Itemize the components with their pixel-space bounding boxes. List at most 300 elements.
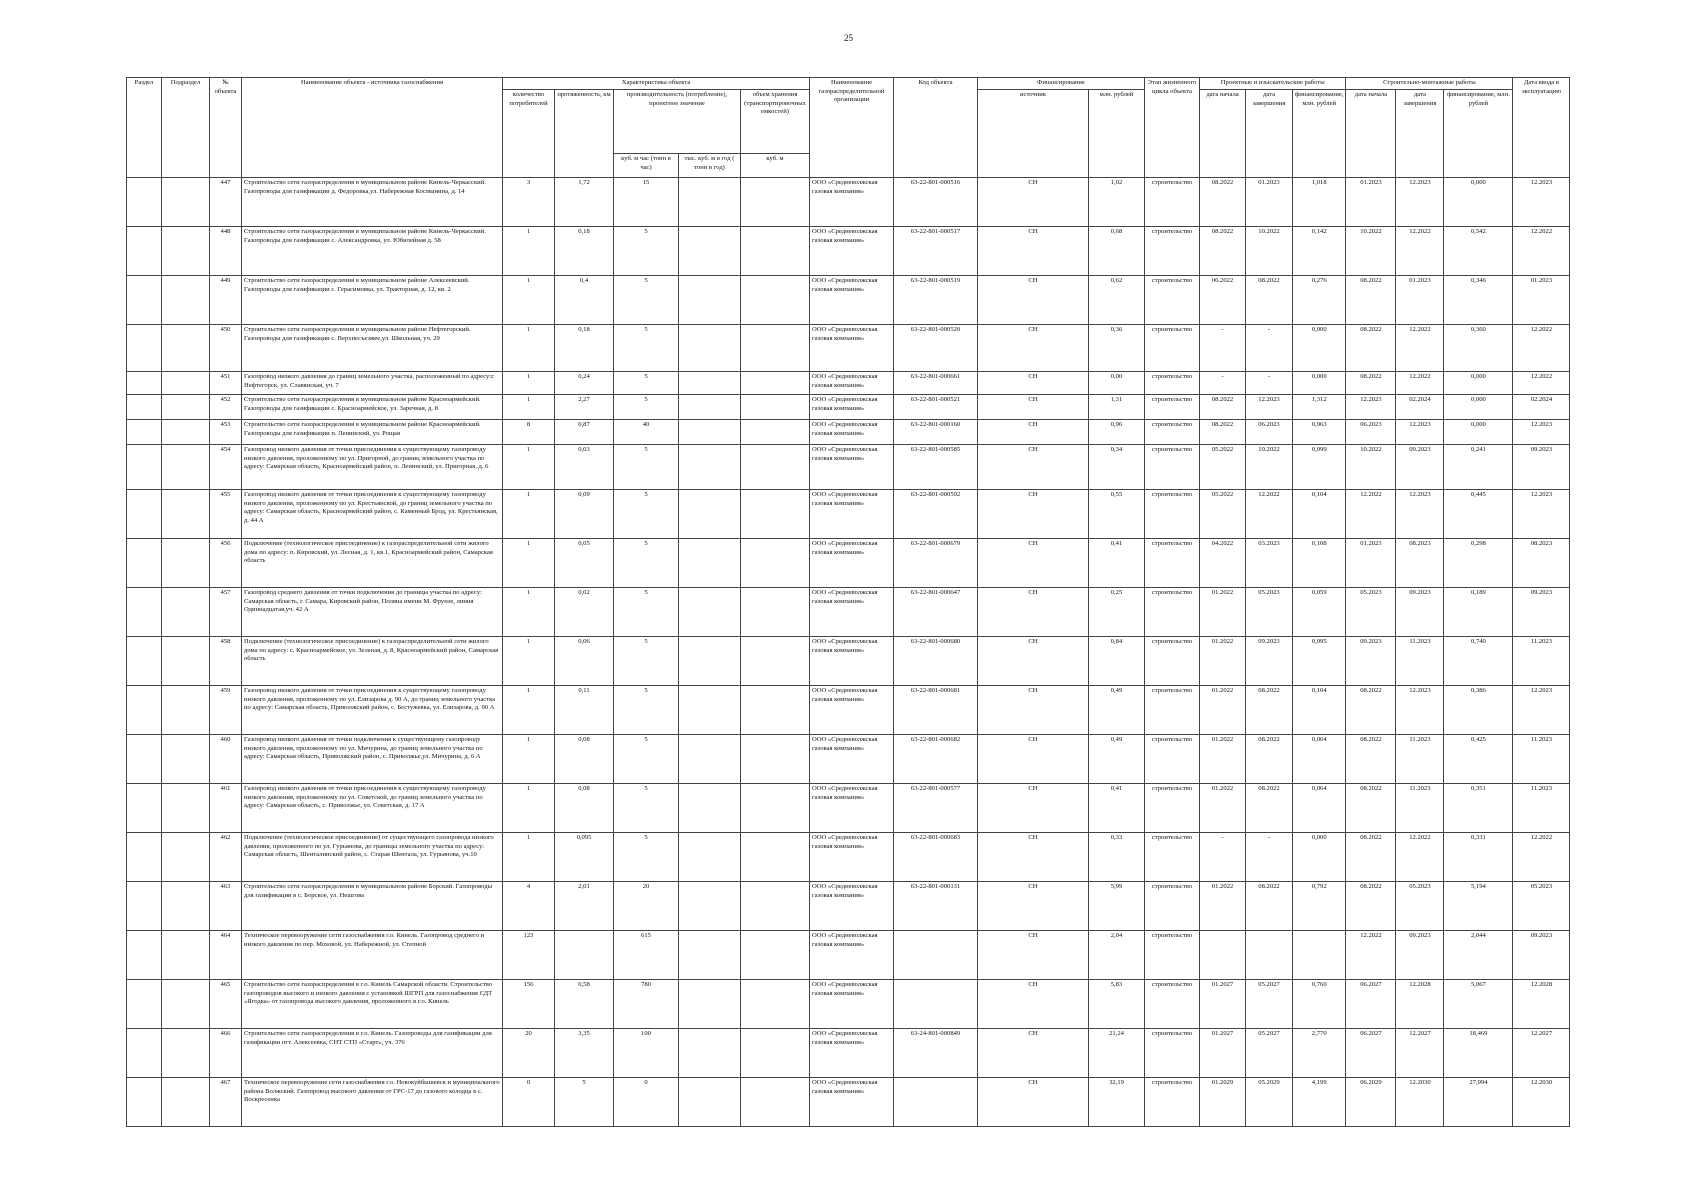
- row-construction-end: 11.2023: [1396, 735, 1444, 784]
- row-capacity-hour: 5: [614, 372, 679, 395]
- row-fin-source: СН: [978, 882, 1089, 931]
- row-number: 448: [210, 227, 242, 276]
- row-consumers: 20: [503, 1029, 555, 1078]
- row-construction-start: 09.2023: [1346, 637, 1396, 686]
- row-consumers: 1: [503, 784, 555, 833]
- table-row: [127, 882, 1570, 931]
- table-row: [127, 588, 1570, 637]
- row-fin-source: СН: [978, 372, 1089, 395]
- row-stage: строительство: [1145, 686, 1200, 735]
- row-empty-cell: [127, 735, 162, 784]
- row-design-start: [1200, 931, 1246, 980]
- row-design-start: 01.2027: [1200, 980, 1246, 1029]
- row-fin-source: СН: [978, 395, 1089, 420]
- row-number: 453: [210, 420, 242, 445]
- row-construction-fin: 0,740: [1444, 637, 1513, 686]
- row-commission: 12.2022: [1513, 325, 1570, 372]
- row-design-end: 05.2023: [1246, 588, 1293, 637]
- row-design-fin: 0,064: [1293, 784, 1346, 833]
- row-name: Строительство сети газораспределения в муниципальном районе Нефтегорский. Газопроводы для газификации с. Верхнесъезжее,ул. Школьная, уч. 29: [242, 325, 503, 372]
- row-number: 463: [210, 882, 242, 931]
- row-design-start: 01.2022: [1200, 735, 1246, 784]
- header-design-end: дата завершения: [1246, 90, 1293, 178]
- table-row: [127, 227, 1570, 276]
- row-design-end: 12.2022: [1246, 490, 1293, 539]
- row-capacity-year: [679, 395, 741, 420]
- row-capacity-hour: 5: [614, 395, 679, 420]
- row-code: 63-22-801-000679: [894, 539, 978, 588]
- row-commission: 11.2023: [1513, 784, 1570, 833]
- row-fin-source: СН: [978, 686, 1089, 735]
- table-row: [127, 637, 1570, 686]
- row-organization: ООО «Средневолжская газовая компания»: [810, 227, 894, 276]
- row-construction-fin: 0,189: [1444, 588, 1513, 637]
- row-construction-fin: 0,351: [1444, 784, 1513, 833]
- row-design-start: -: [1200, 325, 1246, 372]
- row-fin-source: СН: [978, 1078, 1089, 1127]
- row-organization: ООО «Средневолжская газовая компания»: [810, 882, 894, 931]
- row-design-start: 01.2022: [1200, 784, 1246, 833]
- table-row: [127, 784, 1570, 833]
- row-capacity-year: [679, 420, 741, 445]
- row-design-start: 05.2022: [1200, 445, 1246, 490]
- row-fin-amount: 0,84: [1089, 637, 1145, 686]
- table-row: [127, 1078, 1570, 1127]
- row-commission: 12.2028: [1513, 980, 1570, 1029]
- row-commission: 09.2023: [1513, 445, 1570, 490]
- row-organization: ООО «Средневолжская газовая компания»: [810, 420, 894, 445]
- row-capacity-year: [679, 588, 741, 637]
- row-number: 462: [210, 833, 242, 882]
- row-fin-source: СН: [978, 227, 1089, 276]
- row-capacity-hour: 40: [614, 420, 679, 445]
- row-number: 461: [210, 784, 242, 833]
- row-stage: строительство: [1145, 178, 1200, 227]
- row-length: 0,58: [555, 980, 614, 1029]
- row-construction-start: 10.2022: [1346, 445, 1396, 490]
- row-fin-source: СН: [978, 420, 1089, 445]
- row-organization: ООО «Средневолжская газовая компания»: [810, 833, 894, 882]
- row-code: 63-22-801-000683: [894, 833, 978, 882]
- row-capacity-hour: 5: [614, 833, 679, 882]
- row-organization: ООО «Средневолжская газовая компания»: [810, 445, 894, 490]
- row-organization: ООО «Средневолжская газовая компания»: [810, 980, 894, 1029]
- row-name: Газопровод низкого давления от точки присоединения к существующему газопроводу низкого давления, проложенному по ул. Крестьянской, до границ земельного участка по адресу: Самарская область, Красноармейский район, с. Каменный Брод, ул. Крестьянская, д. 44 А: [242, 490, 503, 539]
- row-construction-fin: 0,331: [1444, 833, 1513, 882]
- row-length: 0,06: [555, 637, 614, 686]
- row-organization: ООО «Средневолжская газовая компания»: [810, 1078, 894, 1127]
- row-organization: ООО «Средневолжская газовая компания»: [810, 686, 894, 735]
- row-construction-end: 12.2023: [1396, 420, 1444, 445]
- row-storage: [741, 372, 810, 395]
- row-capacity-year: [679, 833, 741, 882]
- row-capacity-hour: 0: [614, 1078, 679, 1127]
- row-empty-cell: [127, 1029, 162, 1078]
- row-design-start: 01.2022: [1200, 588, 1246, 637]
- row-consumers: 1: [503, 325, 555, 372]
- row-design-fin: 0,142: [1293, 227, 1346, 276]
- row-empty-cell: [162, 588, 210, 637]
- row-commission: 12.2022: [1513, 833, 1570, 882]
- table-row: [127, 372, 1570, 395]
- row-code: 63-22-801-000647: [894, 588, 978, 637]
- row-design-fin: 1,312: [1293, 395, 1346, 420]
- row-design-end: [1246, 931, 1293, 980]
- row-design-end: -: [1246, 833, 1293, 882]
- row-construction-fin: 0,298: [1444, 539, 1513, 588]
- row-fin-source: СН: [978, 490, 1089, 539]
- row-name: Газопровод низкого давления от точки присоединения к существующему газопроводу низкого давления, проложенному по ул. Пригорной, до границ земельного участка по адресу: Самарская область, Красноармейский район, п. Ленинский, ул. Пригорная, д. 6: [242, 445, 503, 490]
- row-design-fin: 0,064: [1293, 735, 1346, 784]
- row-fin-amount: 0,25: [1089, 588, 1145, 637]
- row-storage: [741, 276, 810, 325]
- table-row: [127, 980, 1570, 1029]
- row-construction-fin: 0,445: [1444, 490, 1513, 539]
- row-fin-source: СН: [978, 637, 1089, 686]
- row-storage: [741, 420, 810, 445]
- header-storage-unit: куб. м: [741, 154, 810, 178]
- header-object-name: Наименование объекта - источника газоснабжения: [242, 78, 503, 178]
- row-design-fin: 0,000: [1293, 833, 1346, 882]
- row-number: 455: [210, 490, 242, 539]
- row-code: 63-22-801-000521: [894, 395, 978, 420]
- row-consumers: 1: [503, 372, 555, 395]
- row-number: 456: [210, 539, 242, 588]
- row-organization: ООО «Средневолжская газовая компания»: [810, 325, 894, 372]
- row-commission: 12.2022: [1513, 227, 1570, 276]
- row-code: 63-22-801-000592: [894, 490, 978, 539]
- row-fin-source: СН: [978, 784, 1089, 833]
- row-organization: ООО «Средневолжская газовая компания»: [810, 931, 894, 980]
- row-empty-cell: [127, 833, 162, 882]
- row-capacity-hour: 20: [614, 882, 679, 931]
- row-consumers: 1: [503, 276, 555, 325]
- row-design-end: 09.2023: [1246, 637, 1293, 686]
- row-storage: [741, 686, 810, 735]
- row-design-start: 08.2022: [1200, 227, 1246, 276]
- row-design-start: 06.2022: [1200, 276, 1246, 325]
- row-design-fin: 0,963: [1293, 420, 1346, 445]
- row-capacity-hour: 5: [614, 276, 679, 325]
- row-length: 0,11: [555, 686, 614, 735]
- row-construction-start: 10.2022: [1346, 227, 1396, 276]
- row-name: Подключение (технологическое присоединение) к газораспределительной сети жилого дома по адресу: с. Красноармейское, ул. Зеленая, д. 8, Красноармейский район, Самарская область: [242, 637, 503, 686]
- row-length: 0,08: [555, 735, 614, 784]
- row-construction-end: 12.2022: [1396, 325, 1444, 372]
- row-name: Строительство сети газораспределения в г.о. Кинель Самарской области. Строительство газопроводов высокого и низкого давления с установкой ШГРП для газоснабжения СДТ «Ягодка» от газопровода высокого давления, проложенного в г.о. Кинель: [242, 980, 503, 1029]
- row-commission: 09.2023: [1513, 588, 1570, 637]
- row-construction-end: 12.2022: [1396, 833, 1444, 882]
- row-design-fin: 4,199: [1293, 1078, 1346, 1127]
- row-name: Газопровод низкого давления от точки присоединения к существующему газопроводу низкого давления, проложенному по ул. Елизарова д. 90 А, до границ земельного участка по адресу: Самарская область, Приволжский район, с. Бестужевка, ул. Елизарова, д. 90 А: [242, 686, 503, 735]
- row-design-end: 08.2022: [1246, 882, 1293, 931]
- row-fin-source: СН: [978, 931, 1089, 980]
- row-construction-end: 12.2023: [1396, 686, 1444, 735]
- row-code: 63-22-801-000516: [894, 178, 978, 227]
- row-empty-cell: [162, 735, 210, 784]
- row-name: Строительство сети газораспределения в г.о. Кинель. Газопроводы для газификации для газификации пгт. Алексеевка, СНТ СТП «Старт», уч. 376: [242, 1029, 503, 1078]
- table-row: [127, 539, 1570, 588]
- row-design-fin: 0,099: [1293, 445, 1346, 490]
- row-construction-start: 06.2027: [1346, 980, 1396, 1029]
- table-row: [127, 931, 1570, 980]
- row-stage: строительство: [1145, 735, 1200, 784]
- row-storage: [741, 1078, 810, 1127]
- row-storage: [741, 637, 810, 686]
- row-storage: [741, 588, 810, 637]
- row-fin-amount: 5,99: [1089, 882, 1145, 931]
- row-construction-fin: 0,346: [1444, 276, 1513, 325]
- row-capacity-hour: 780: [614, 980, 679, 1029]
- row-fin-source: СН: [978, 833, 1089, 882]
- header-organization: Наименование газораспределительной организации: [810, 78, 894, 178]
- row-design-fin: 0,792: [1293, 882, 1346, 931]
- row-design-end: 05.2027: [1246, 980, 1293, 1029]
- objects-table: [126, 77, 1570, 1127]
- row-organization: ООО «Средневолжская газовая компания»: [810, 276, 894, 325]
- header-construction-fin: финансирование, млн. рублей: [1444, 90, 1513, 178]
- row-organization: ООО «Средневолжская газовая компания»: [810, 395, 894, 420]
- row-number: 449: [210, 276, 242, 325]
- row-organization: ООО «Средневолжская газовая компания»: [810, 735, 894, 784]
- row-fin-amount: 0,62: [1089, 276, 1145, 325]
- row-construction-end: 08.2023: [1396, 539, 1444, 588]
- row-construction-end: 11.2023: [1396, 637, 1444, 686]
- row-name: Подключение (технологическое присоединение) к газораспределительной сети жилого дома по адресу: п. Кировский, ул. Лесная, д. 1, кв.1, Красноармейский район, Самарская область: [242, 539, 503, 588]
- row-empty-cell: [127, 395, 162, 420]
- row-capacity-year: [679, 325, 741, 372]
- row-design-end: 01.2023: [1246, 178, 1293, 227]
- row-stage: строительство: [1145, 1078, 1200, 1127]
- row-capacity-year: [679, 490, 741, 539]
- row-fin-amount: 0,34: [1089, 445, 1145, 490]
- row-name: Строительство сети газораспределения в муниципальном районе Борский. Газопроводы для газификации в с. Борское, ул. Нешгова: [242, 882, 503, 931]
- row-commission: 12.2027: [1513, 1029, 1570, 1078]
- row-number: 457: [210, 588, 242, 637]
- row-name: Газопровод низкого давления от точки присоединения к существующему газопроводу низкого давления, проложенному по ул. Советской, до границ земельного участка по адресу: Самарская область, с. Приволжье, ул. Советская, д. 17 А: [242, 784, 503, 833]
- row-name: Строительство сети газораспределения в муниципальном районе Кинель-Черкасский. Газопроводы для газификации д. Федоровка,ул. Набережная Космынина, д. 14: [242, 178, 503, 227]
- row-construction-start: 06.2023: [1346, 420, 1396, 445]
- row-construction-start: 08.2022: [1346, 833, 1396, 882]
- row-construction-end: 09.2023: [1396, 445, 1444, 490]
- row-organization: ООО «Средневолжская газовая компания»: [810, 1029, 894, 1078]
- row-fin-amount: 1,31: [1089, 395, 1145, 420]
- row-empty-cell: [127, 980, 162, 1029]
- table-row: [127, 395, 1570, 420]
- row-capacity-hour: 5: [614, 325, 679, 372]
- row-length: 0,24: [555, 372, 614, 395]
- row-stage: строительство: [1145, 588, 1200, 637]
- row-empty-cell: [127, 276, 162, 325]
- row-name: Строительство сети газораспределения в муниципальном районе Кинель-Черкасский. Газопроводы для газификации с. Александровка, ул. Юбилейная д. 58: [242, 227, 503, 276]
- row-name: Строительство сети газораспределения в муниципальном районе Красноармейский. Газопроводы для газификации п. Ленинский, ул. Рощая: [242, 420, 503, 445]
- row-stage: строительство: [1145, 980, 1200, 1029]
- row-consumers: 8: [503, 420, 555, 445]
- row-consumers: 1: [503, 637, 555, 686]
- row-fin-source: СН: [978, 539, 1089, 588]
- row-construction-fin: 5,194: [1444, 882, 1513, 931]
- row-number: 447: [210, 178, 242, 227]
- row-commission: 12.2023: [1513, 490, 1570, 539]
- table-row: [127, 490, 1570, 539]
- row-construction-fin: 0,241: [1444, 445, 1513, 490]
- header-object-code: Код объекта: [894, 78, 978, 178]
- row-construction-start: 08.2022: [1346, 735, 1396, 784]
- row-capacity-hour: 100: [614, 1029, 679, 1078]
- row-number: 464: [210, 931, 242, 980]
- header-construction-end: дата завершения: [1396, 90, 1444, 178]
- row-code: 63-22-801-000577: [894, 784, 978, 833]
- row-code: 63-22-801-000661: [894, 372, 978, 395]
- row-length: 0,095: [555, 833, 614, 882]
- row-empty-cell: [127, 539, 162, 588]
- row-empty-cell: [162, 931, 210, 980]
- row-empty-cell: [127, 445, 162, 490]
- row-construction-fin: 27,994: [1444, 1078, 1513, 1127]
- row-construction-start: 06.2029: [1346, 1078, 1396, 1127]
- row-length: 0,08: [555, 784, 614, 833]
- row-empty-cell: [162, 372, 210, 395]
- row-design-end: -: [1246, 325, 1293, 372]
- row-consumers: 156: [503, 980, 555, 1029]
- row-construction-fin: 5,067: [1444, 980, 1513, 1029]
- row-design-start: 01.2022: [1200, 686, 1246, 735]
- row-length: 3,35: [555, 1029, 614, 1078]
- row-capacity-hour: 5: [614, 784, 679, 833]
- row-capacity-year: [679, 980, 741, 1029]
- row-design-fin: [1293, 931, 1346, 980]
- row-fin-amount: 0,33: [1089, 833, 1145, 882]
- row-design-fin: 1,018: [1293, 178, 1346, 227]
- row-name: Газопровод низкого давления до границ земельного участка, расположенный по адресу:г. Нефтегорск, ул. Славянская, уч. 7: [242, 372, 503, 395]
- row-empty-cell: [127, 588, 162, 637]
- row-code: [894, 980, 978, 1029]
- row-design-start: 08.2022: [1200, 395, 1246, 420]
- row-name: Строительство сети газораспределения в муниципальном районе Красноармейский. Газопроводы для газификации с. Красноармейское, ул. Заречная, д. 8: [242, 395, 503, 420]
- row-fin-amount: 0,49: [1089, 686, 1145, 735]
- row-construction-start: 08.2022: [1346, 882, 1396, 931]
- header-design-fin: финансирование, млн. рублей: [1293, 90, 1346, 178]
- row-stage: строительство: [1145, 637, 1200, 686]
- row-construction-start: 12.2023: [1346, 395, 1396, 420]
- row-length: 0,05: [555, 539, 614, 588]
- row-construction-fin: 2,044: [1444, 931, 1513, 980]
- row-stage: строительство: [1145, 420, 1200, 445]
- row-length: 5: [555, 1078, 614, 1127]
- header-capacity: производительность (потребление), проектное значение: [614, 90, 741, 154]
- header-storage: объем хранения (транспортировочных емкостей): [741, 90, 810, 154]
- row-construction-start: 01.2023: [1346, 178, 1396, 227]
- row-construction-fin: 0,000: [1444, 420, 1513, 445]
- row-empty-cell: [162, 980, 210, 1029]
- row-capacity-year: [679, 178, 741, 227]
- row-fin-amount: 21,24: [1089, 1029, 1145, 1078]
- row-length: 2,01: [555, 882, 614, 931]
- row-commission: 09.2023: [1513, 931, 1570, 980]
- row-construction-fin: 0,000: [1444, 395, 1513, 420]
- row-design-fin: 0,000: [1293, 372, 1346, 395]
- row-capacity-hour: 5: [614, 686, 679, 735]
- row-design-start: 01.2022: [1200, 882, 1246, 931]
- row-name: Газопровод низкого давления от точки подключения к существующему газопроводу низкого давления, проложенному по ул. Мичурина, до границ земельного участка по адресу: Самарская область, Приволжский район, с. Приволжье,ул. Мичурина, д. 6 А: [242, 735, 503, 784]
- table-row: [127, 276, 1570, 325]
- row-design-start: 01.2027: [1200, 1029, 1246, 1078]
- row-design-fin: 0,095: [1293, 637, 1346, 686]
- row-fin-source: СН: [978, 1029, 1089, 1078]
- table-row: [127, 833, 1570, 882]
- row-consumers: 0: [503, 1078, 555, 1127]
- row-capacity-hour: 5: [614, 490, 679, 539]
- row-capacity-year: [679, 445, 741, 490]
- row-fin-amount: 0,55: [1089, 490, 1145, 539]
- row-name: Газопровод среднего давления от точки подключения до границы участка по адресу: Самарская область, г. Самара, Кировский район, Поляна имени М. Фрунзе, линия Одиннадцатая,уч. 42 А: [242, 588, 503, 637]
- row-construction-end: 12.2023: [1396, 178, 1444, 227]
- row-code: 63-24-801-000849: [894, 1029, 978, 1078]
- row-empty-cell: [127, 882, 162, 931]
- row-storage: [741, 539, 810, 588]
- row-storage: [741, 784, 810, 833]
- row-organization: ООО «Средневолжская газовая компания»: [810, 490, 894, 539]
- row-empty-cell: [127, 931, 162, 980]
- row-stage: строительство: [1145, 784, 1200, 833]
- row-consumers: 1: [503, 539, 555, 588]
- row-consumers: 1: [503, 490, 555, 539]
- header-object-number: № объекта: [210, 78, 242, 178]
- row-design-start: -: [1200, 833, 1246, 882]
- row-construction-fin: 0,425: [1444, 735, 1513, 784]
- row-design-end: 10.2022: [1246, 227, 1293, 276]
- row-stage: строительство: [1145, 490, 1200, 539]
- row-empty-cell: [162, 445, 210, 490]
- row-construction-end: 12.2027: [1396, 1029, 1444, 1078]
- row-design-start: 05.2022: [1200, 490, 1246, 539]
- row-commission: 12.2023: [1513, 686, 1570, 735]
- row-empty-cell: [162, 1078, 210, 1127]
- row-storage: [741, 833, 810, 882]
- row-construction-fin: 18,469: [1444, 1029, 1513, 1078]
- header-design-start: дата начала: [1200, 90, 1246, 178]
- row-construction-end: 09.2023: [1396, 931, 1444, 980]
- row-capacity-year: [679, 1029, 741, 1078]
- row-empty-cell: [162, 420, 210, 445]
- row-consumers: 123: [503, 931, 555, 980]
- header-capacity-hour: куб. м час (тонн в час): [614, 154, 679, 178]
- row-commission: 12.2023: [1513, 420, 1570, 445]
- row-empty-cell: [127, 490, 162, 539]
- row-design-start: 01.2029: [1200, 1078, 1246, 1127]
- row-construction-end: 12.2023: [1396, 490, 1444, 539]
- row-storage: [741, 882, 810, 931]
- row-name: Строительство сети газораспределения в муниципальном районе Алексеевский. Газопроводы для газификации с. Герасимовка, ул. Тракторная, д. 12, кв. 2: [242, 276, 503, 325]
- row-construction-fin: 0,542: [1444, 227, 1513, 276]
- row-code: 63-22-801-000681: [894, 686, 978, 735]
- row-empty-cell: [127, 1078, 162, 1127]
- row-empty-cell: [162, 395, 210, 420]
- row-length: 0,02: [555, 588, 614, 637]
- row-capacity-hour: 5: [614, 227, 679, 276]
- table-row: [127, 735, 1570, 784]
- row-empty-cell: [127, 784, 162, 833]
- row-stage: строительство: [1145, 445, 1200, 490]
- row-fin-source: СН: [978, 735, 1089, 784]
- row-capacity-year: [679, 372, 741, 395]
- row-fin-source: СН: [978, 445, 1089, 490]
- row-stage: строительство: [1145, 227, 1200, 276]
- row-number: 467: [210, 1078, 242, 1127]
- row-design-end: -: [1246, 372, 1293, 395]
- row-design-start: 08.2022: [1200, 420, 1246, 445]
- row-design-start: 01.2022: [1200, 637, 1246, 686]
